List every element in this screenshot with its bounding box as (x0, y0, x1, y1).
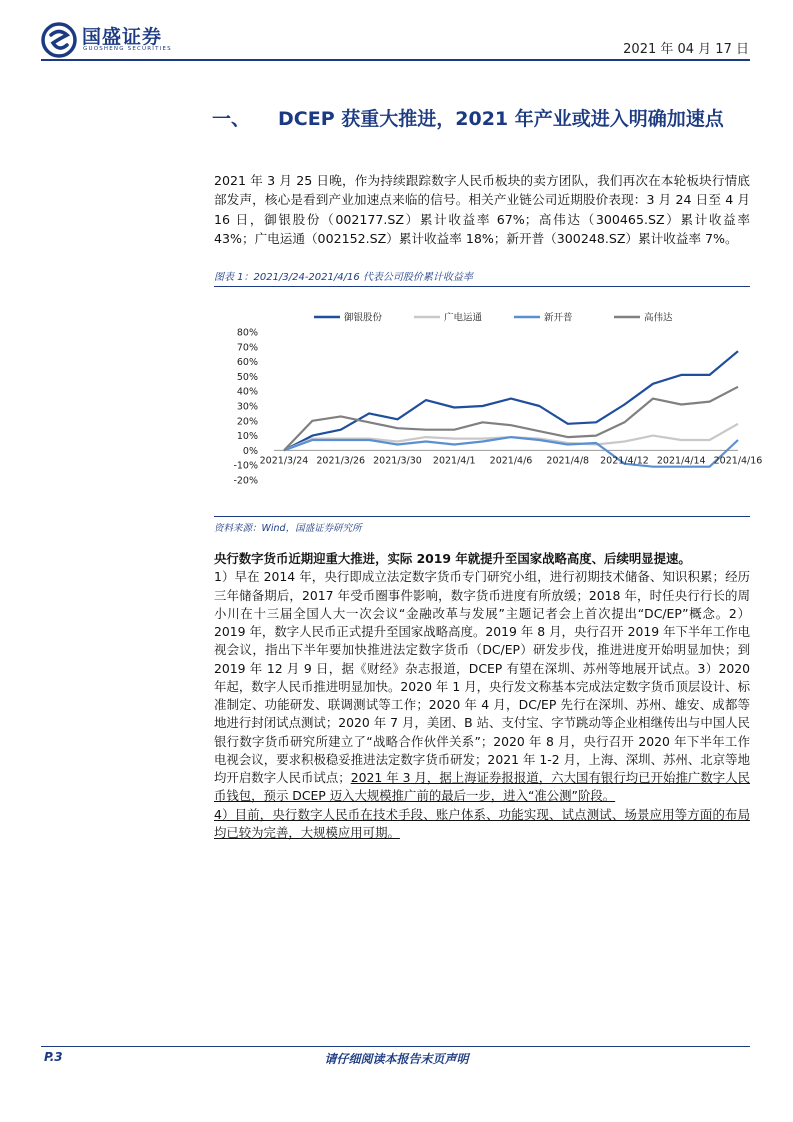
y-tick-label: 10% (236, 431, 258, 443)
body-text-conclusion: 4）目前，央行数字人民币在技术手段、账户体系、功能实现、试点测试、场景应用等方面的布局均已较为完善，大规模应用可期。 (214, 806, 750, 840)
section-number: 一、 (212, 108, 251, 130)
y-tick-label: 50% (236, 371, 258, 383)
body-paragraph (214, 550, 750, 842)
x-tick-label: 2021/4/16 (713, 455, 763, 467)
y-tick-label: 40% (236, 386, 258, 398)
logo-text: 国盛证券 (82, 26, 163, 48)
y-tick-label: -20% (233, 475, 258, 487)
x-tick-label: 2021/4/14 (656, 455, 706, 467)
x-tick-label: 2021/4/12 (600, 455, 649, 467)
chart-legend (314, 312, 673, 324)
legend-label: 御银股份 (344, 312, 383, 324)
body-text-main: 1）早在 2014 年，央行即成立法定数字货币专门研究小组，进行初期技术储备、知识积累；经历三年储备期后，2017 年受币圈事件影响，数字货币进度有所放缓；2018 年，时任央行行长的周小川在十三届全国人大一次会议“金融改革与发展”主题记者会上首次提出“DC/EP”概念。2）2019 年，数字人民币正式提升至国家战略高度。2019 年 8 月，央行召开 2019 年下半年工作电视会议，指出下半年要加快推进法定数字货币（DC/EP）研发步伐，推进进度开始明显加快；到 2019 年 12 月 9 日，据《财经》杂志报道，DCEP 有望在深圳、苏州等地展开试点。3）2020 年起，数字人民币推进明显加快。2020 年 1 月，央行发文称基本完成法定数字货币顶层设计、标准制定、功能研发、联调测试等工作；2020 年 4 月，DC/EP 先行在深圳、苏州、雄安、成都等地进行封闭试点测试；2020 年 7 月，美团、B 站、支付宝、字节跳动等企业相继传出与中国人民银行数字货币研究所建立了“战略合作伙伴关系”；2020 年 8 月，央行召开 2020 年下半年工作电视会议，要求积极稳妥推进法定数字货币研发；2021 年 1-2 月，上海、深圳、苏州、北京等地均开启数字人民币试点； (214, 569, 750, 785)
x-tick-label: 2021/3/30 (373, 455, 422, 467)
x-tick-label: 2021/3/26 (316, 455, 366, 467)
y-tick-label: 70% (236, 342, 258, 354)
header-divider (41, 59, 750, 61)
footer-disclaimer: 请仔细阅读本报告末页声明 (324, 1052, 469, 1066)
legend-label: 新开普 (544, 312, 573, 324)
intro-paragraph: 2021 年 3 月 25 日晚，作为持续跟踪数字人民币板块的卖方团队，我们再次在本轮板块行情底部发声，核心是看到产业加速点来临的信号。相关产业链公司近期股价表现：3 月 24 日至 4 月 16 日，御银股份（002177.SZ）累计收益率 67%；高伟达（300465.SZ）累计收益率 43%；广电运通（002152.SZ）累计收益率 18%；新开普（300248.SZ）累计收益率 7%。 (214, 173, 750, 247)
returns-line-chart (214, 300, 763, 515)
x-tick-label: 2021/3/24 (259, 455, 309, 467)
y-tick-label: -10% (233, 460, 258, 472)
figure-caption: 图表 1：2021/3/24-2021/4/16 代表公司股价累计收益率 (214, 268, 750, 287)
series-line-御银股份 (284, 351, 738, 450)
x-tick-label: 2021/4/1 (432, 455, 476, 467)
x-tick-label: 2021/4/8 (546, 455, 590, 467)
section-heading: DCEP 获重大推进，2021 年产业或进入明确加速点 (278, 108, 724, 130)
x-axis (260, 455, 763, 466)
figure-source: 资料来源：Wind，国盛证券研究所 (214, 516, 750, 534)
legend-label: 高伟达 (644, 312, 673, 324)
body-text-underlined: 2021 年 3 月，据上海证券报报道，六大国有银行均已开始推广数字人民币钱包，预示 DCEP 迈入大规模推广前的最后一步，进入“准公测”阶段。 (214, 770, 751, 804)
section-title (212, 104, 724, 131)
y-tick-label: 0% (242, 445, 258, 457)
y-tick-label: 60% (236, 357, 258, 369)
body-lead: 央行数字货币近期迎重大推进，实际 2019 年就提升至国家战略高度、后续明显提速。 (214, 551, 691, 566)
y-axis (233, 328, 258, 487)
page-number: P.3 (44, 1050, 63, 1064)
y-tick-label: 20% (236, 416, 258, 428)
legend-label: 广电运通 (444, 312, 483, 324)
x-tick-label: 2021/4/6 (489, 455, 533, 467)
logo-subtext: GUOSHENG SECURITIES (83, 46, 172, 52)
y-tick-label: 80% (236, 327, 258, 339)
guosheng-logo-icon (41, 22, 77, 58)
report-date: 2021 年 04 月 17 日 (623, 42, 749, 57)
footer-divider (41, 1046, 750, 1047)
chart-series (284, 351, 738, 467)
y-tick-label: 30% (236, 401, 258, 413)
